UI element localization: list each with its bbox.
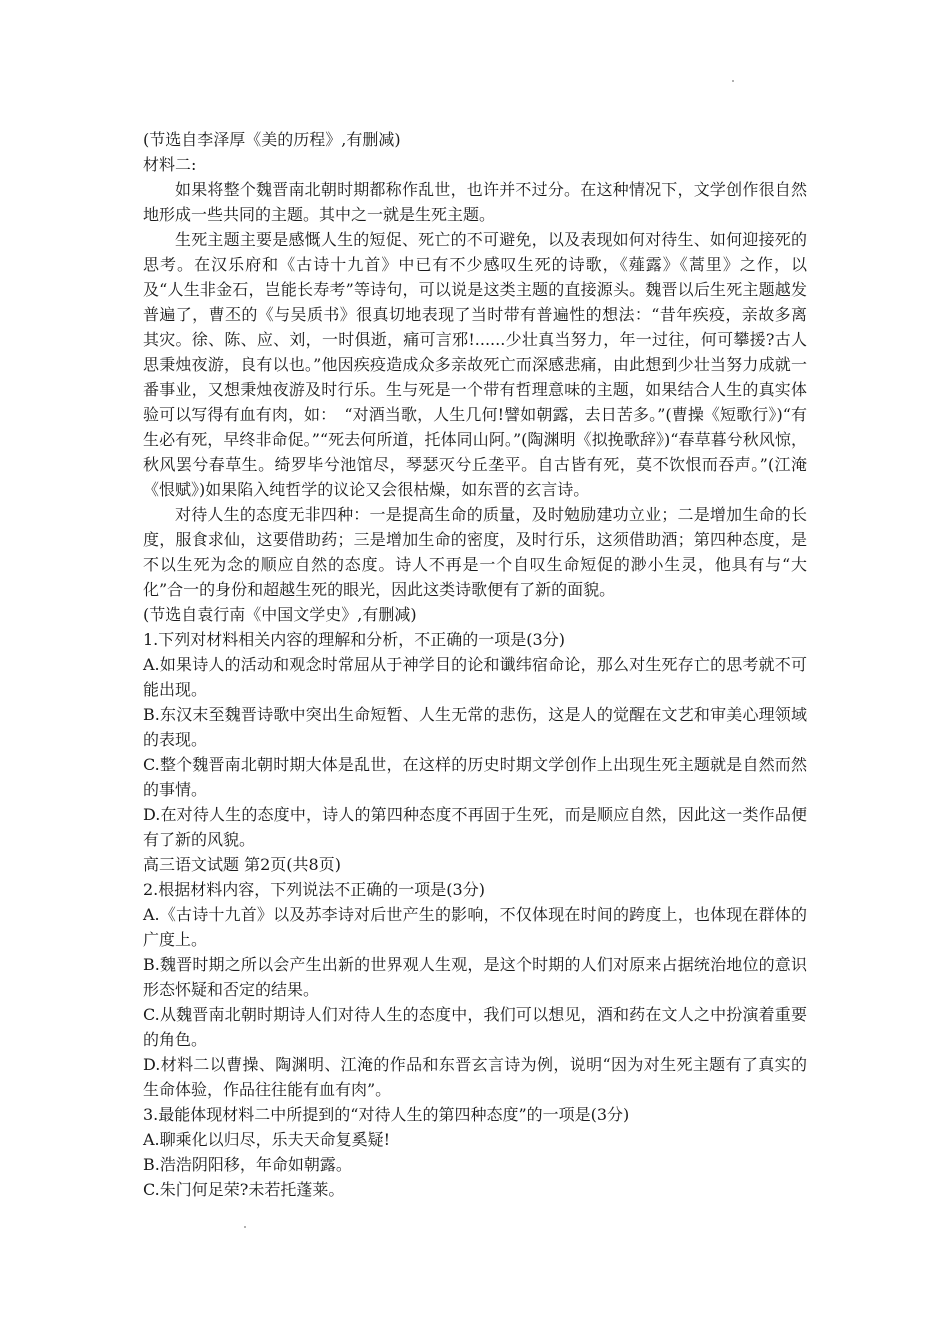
scan-speck (244, 1226, 246, 1228)
question-3-option-b: B.浩浩阴阳移，年命如朝露。 (143, 1155, 352, 1174)
question-2-option-d: D.材料二以曹操、陶渊明、江淹的作品和东晋玄言诗为例，说明“因为对生死主题有了真实的生命体验，作品往往能有血有肉”。 (143, 1055, 807, 1099)
question-2-option-a: A.《古诗十九首》以及苏李诗对后世产生的影响，不仅体现在时间的跨度上，也体现在群体的广度上。 (143, 905, 807, 949)
exam-page (143, 127, 807, 1202)
paragraph-1: 如果将整个魏晋南北朝时期都称作乱世，也许并不过分。在这种情况下，文学创作很自然地形成一些共同的主题。其中之一就是生死主题。 (143, 180, 807, 224)
scan-speck (732, 80, 734, 82)
page-footer: 高三语文试题 第2页(共8页) (143, 855, 341, 874)
question-1-stem: 1.下列对材料相关内容的理解和分析，不正确的一项是(3分) (143, 630, 565, 649)
question-1-option-c: C.整个魏晋南北朝时期大体是乱世，在这样的历史时期文学创作上出现生死主题就是自然而然的事情。 (143, 755, 807, 799)
question-1-option-a: A.如果诗人的活动和观念时常屈从于神学目的论和谶纬宿命论，那么对生死存亡的思考就不可能出现。 (143, 655, 807, 699)
material-2-heading: 材料二: (143, 155, 197, 174)
paragraph-2: 生死主题主要是感慨人生的短促、死亡的不可避免，以及表现如何对待生、如何迎接死的思考。在汉乐府和《古诗十九首》中已有不少感叹生死的诗歌，《薤露》《蒿里》之作，以及“人生非金石，岂能长寿考”等诗句，可以说是这类主题的直接源头。魏晋以后生死主题越发普遍了，曹丕的《与吴质书》很真切地表现了当时带有普遍性的想法：“昔年疾疫，亲故多离其灾。徐、陈、应、刘，一时俱逝，痛可言邪!......少壮真当努力，年一过往，何可攀援?古人思秉烛夜游，良有以也。”他因疾疫造成众多亲故死亡而深感悲痛，由此想到少壮当努力成就一番事业，又想秉烛夜游及时行乐。生与死是一个带有哲理意味的主题，如果结合人生的真实体验可以写得有血有肉，如： “对酒当歌，人生几何!譬如朝露，去日苦多。”(曹操《短歌行》)“有生必有死，早终非命促。”“死去何所道，托体同山阿。”(陶渊明《拟挽歌辞》)“春草暮兮秋风惊，秋风罢兮春草生。绮罗毕兮池馆尽，琴瑟灭兮丘垄平。自古皆有死，莫不饮恨而吞声。”(江淹《恨赋》)如果陷入纯哲学的议论又会很枯燥，如东晋的玄言诗。 (143, 230, 807, 499)
question-1-option-d: D.在对待人生的态度中，诗人的第四种态度不再固于生死，而是顺应自然，因此这一类作品便有了新的风貌。 (143, 805, 807, 849)
source-note-2: (节选自袁行南《中国文学史》,有删减) (143, 605, 417, 624)
question-3-option-a: A.聊乘化以归尽，乐夫天命复奚疑! (143, 1130, 391, 1149)
source-note-1: (节选自李泽厚《美的历程》,有删减) (143, 130, 401, 149)
question-2-option-b: B.魏晋时期之所以会产生出新的世界观人生观，是这个时期的人们对原来占据统治地位的意识形态怀疑和否定的结果。 (143, 955, 807, 999)
question-3-stem: 3.最能体现材料二中所提到的“对待人生的第四种态度”的一项是(3分) (143, 1105, 630, 1124)
question-2-option-c: C.从魏晋南北朝时期诗人们对待人生的态度中，我们可以想见，酒和药在文人之中扮演着重要的角色。 (143, 1005, 807, 1049)
paragraph-3: 对待人生的态度无非四种：一是提高生命的质量，及时勉励建功立业；二是增加生命的长度，服食求仙，这要借助药；三是增加生命的密度，及时行乐，这须借助酒；第四种态度，是不以生死为念的顺应自然的态度。诗人不再是一个自叹生命短促的渺小生灵，他具有与“大化”合一的身份和超越生死的眼光，因此这类诗歌便有了新的面貌。 (143, 505, 807, 599)
question-1-option-b: B.东汉末至魏晋诗歌中突出生命短暂、人生无常的悲伤，这是人的觉醒在文艺和审美心理领域的表现。 (143, 705, 807, 749)
question-2-stem: 2.根据材料内容，下列说法不正确的一项是(3分) (143, 880, 485, 899)
question-3-option-c: C.朱门何足荣?未若托蓬莱。 (143, 1180, 345, 1199)
